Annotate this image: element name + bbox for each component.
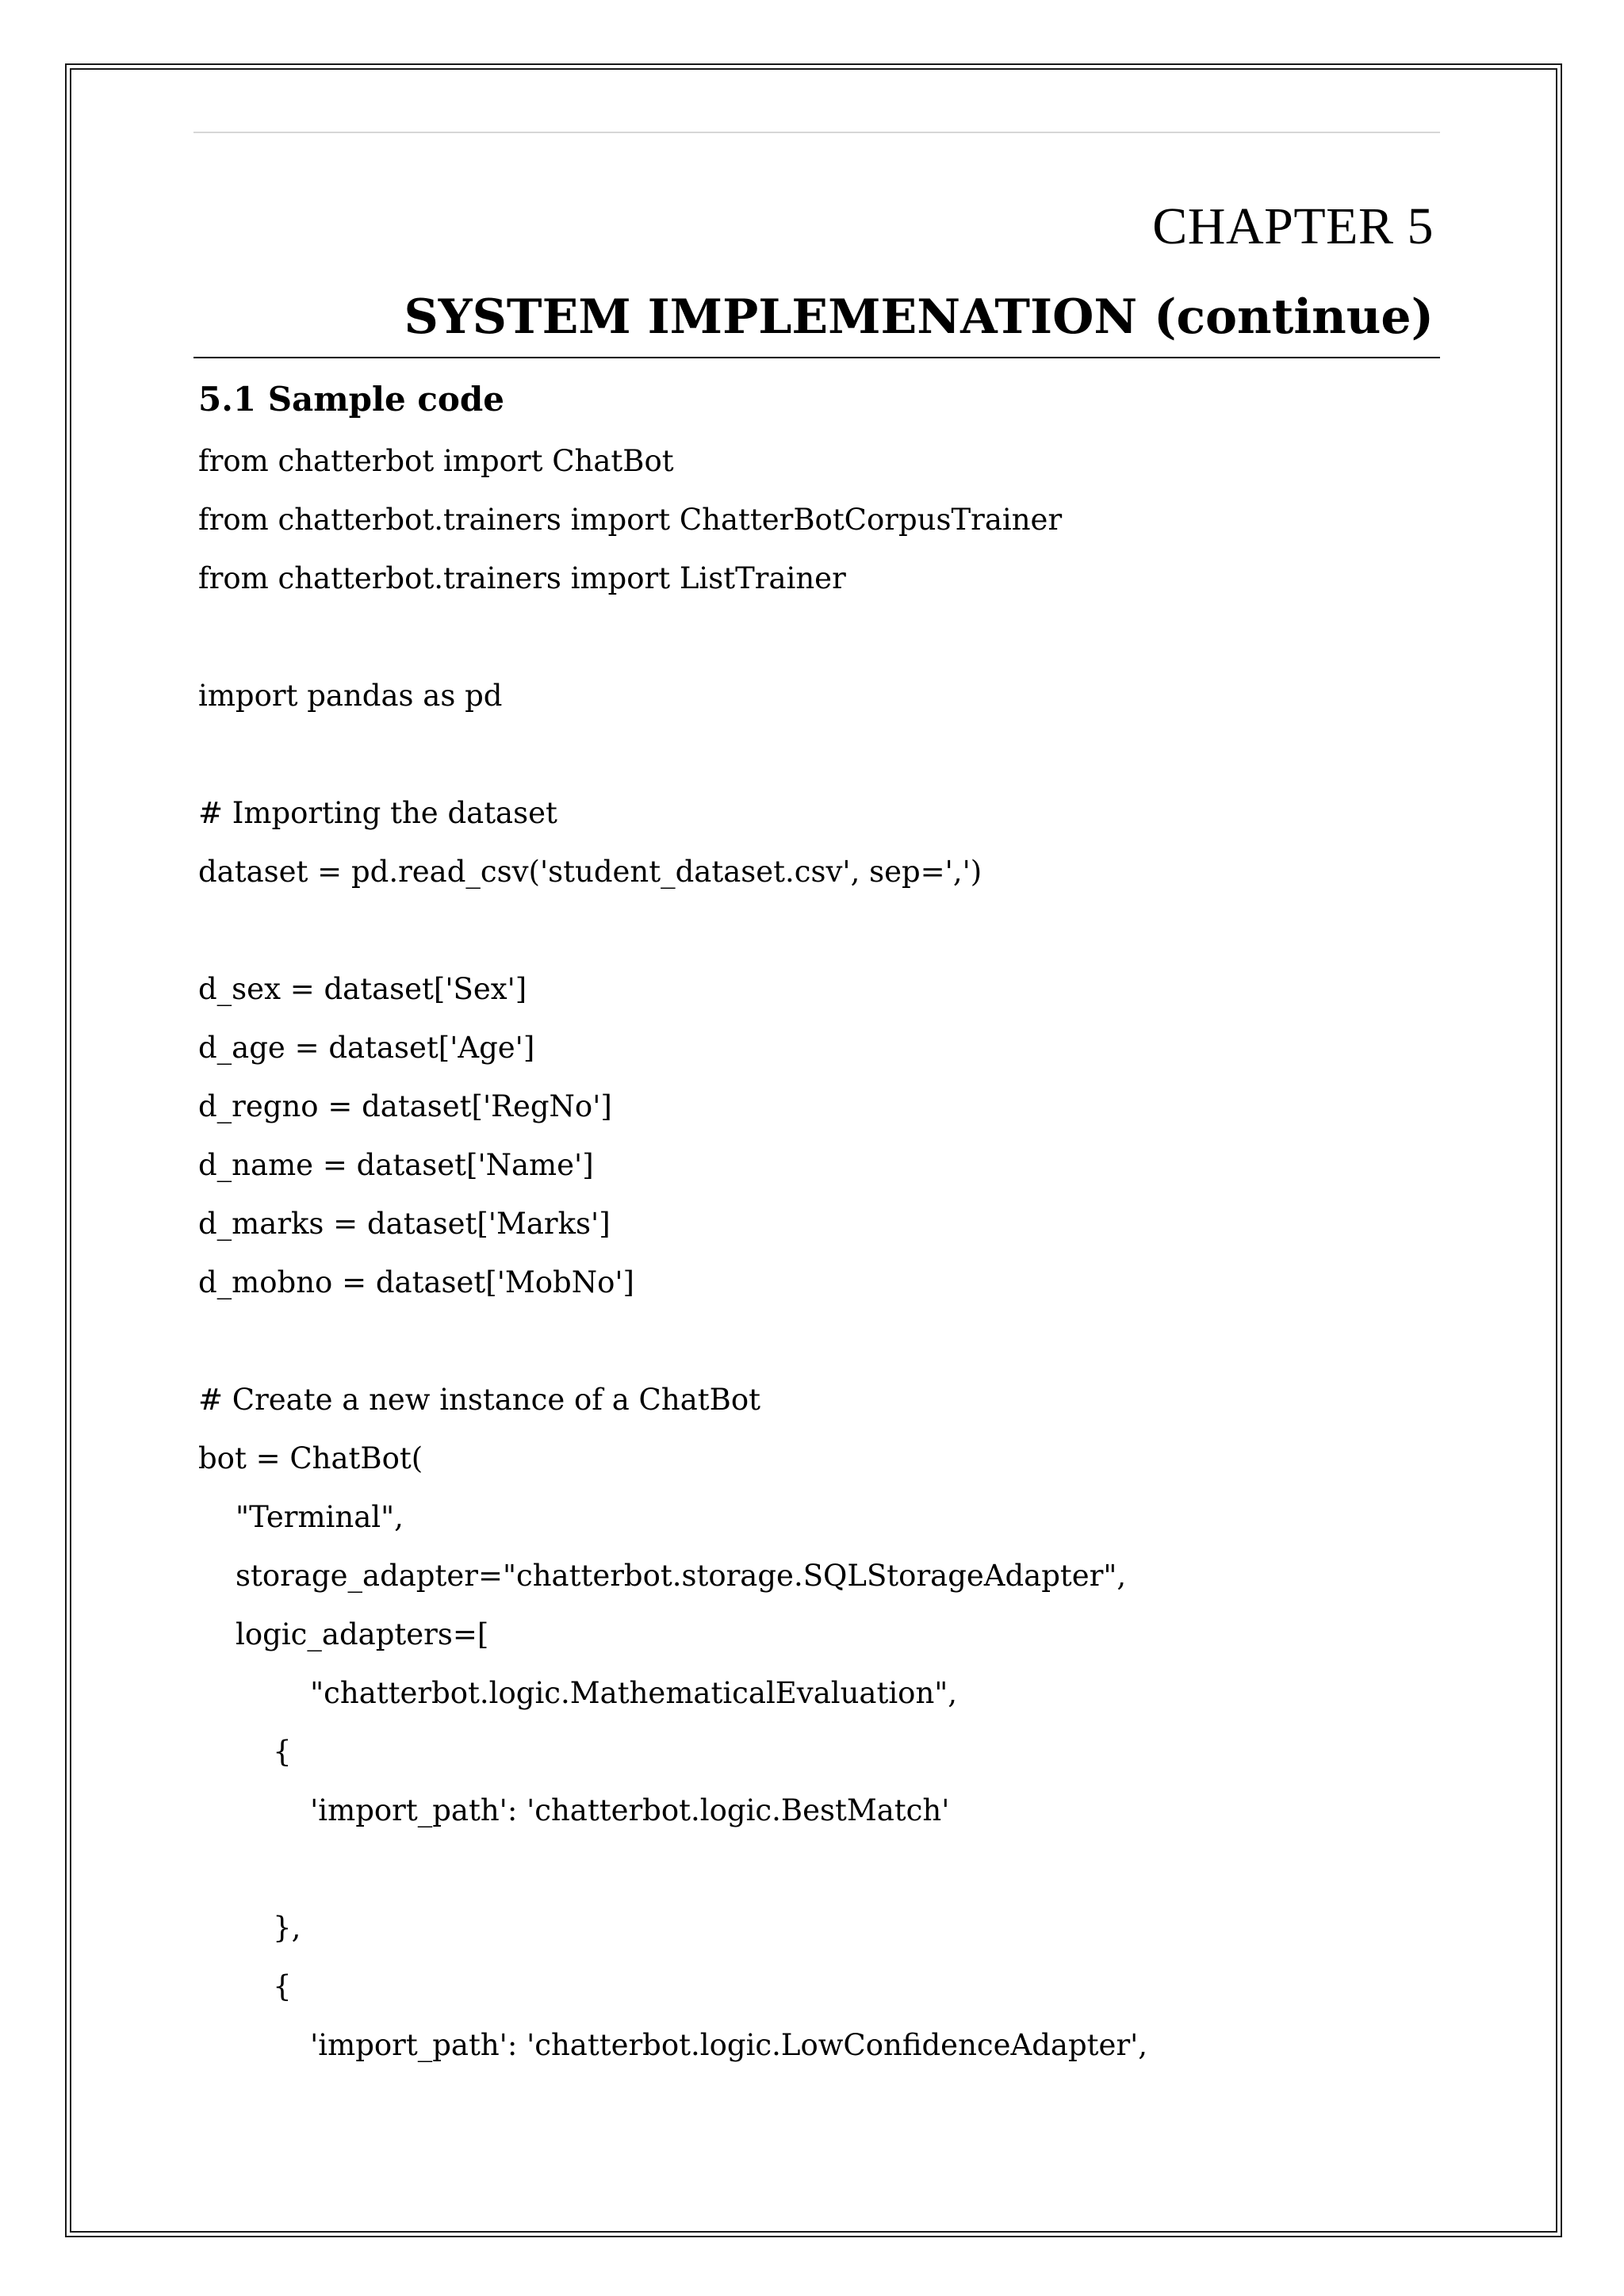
code-line: # Create a new instance of a ChatBot: [198, 1383, 760, 1417]
code-line: import pandas as pd: [198, 679, 503, 713]
code-line: d_name = dataset['Name']: [198, 1148, 594, 1182]
header-rule: [193, 132, 1440, 133]
chapter-label: CHAPTER 5: [1152, 197, 1434, 255]
code-line: d_mobno = dataset['MobNo']: [198, 1265, 634, 1299]
code-line: d_age = dataset['Age']: [198, 1031, 535, 1065]
code-blank-line: [198, 907, 1435, 966]
sample-code-block: [198, 438, 1435, 2080]
code-line: d_marks = dataset['Marks']: [198, 1207, 611, 1241]
code-blank-line: [198, 614, 1435, 672]
code-blank-line: [198, 1846, 1435, 1904]
section-heading: 5.1 Sample code: [198, 380, 505, 419]
code-line: },: [198, 1911, 301, 1945]
code-line: {: [198, 1969, 292, 2003]
code-line: 'import_path': 'chatterbot.logic.BestMatch': [198, 1793, 950, 1827]
chapter-title: SYSTEM IMPLEMENATION (continue): [404, 289, 1434, 345]
code-line: "Terminal",: [198, 1500, 404, 1534]
code-line: from chatterbot.trainers import ListTrainer: [198, 561, 846, 595]
code-line: from chatterbot import ChatBot: [198, 444, 674, 478]
title-underline: [193, 357, 1440, 358]
code-line: logic_adapters=[: [198, 1617, 489, 1651]
code-line: storage_adapter="chatterbot.storage.SQLStorageAdapter",: [198, 1559, 1127, 1593]
code-blank-line: [198, 1318, 1435, 1376]
code-line: "chatterbot.logic.MathematicalEvaluation",: [198, 1676, 958, 1710]
code-line: from chatterbot.trainers import ChatterBotCorpusTrainer: [198, 503, 1063, 537]
code-line: bot = ChatBot(: [198, 1441, 423, 1475]
code-line: # Importing the dataset: [198, 796, 557, 830]
code-line: d_sex = dataset['Sex']: [198, 972, 527, 1006]
code-line: 'import_path': 'chatterbot.logic.LowConfidenceAdapter',: [198, 2028, 1148, 2062]
code-line: dataset = pd.read_csv('student_dataset.csv', sep=','): [198, 855, 982, 889]
code-line: {: [198, 1735, 292, 1769]
code-blank-line: [198, 731, 1435, 790]
code-line: d_regno = dataset['RegNo']: [198, 1089, 612, 1123]
